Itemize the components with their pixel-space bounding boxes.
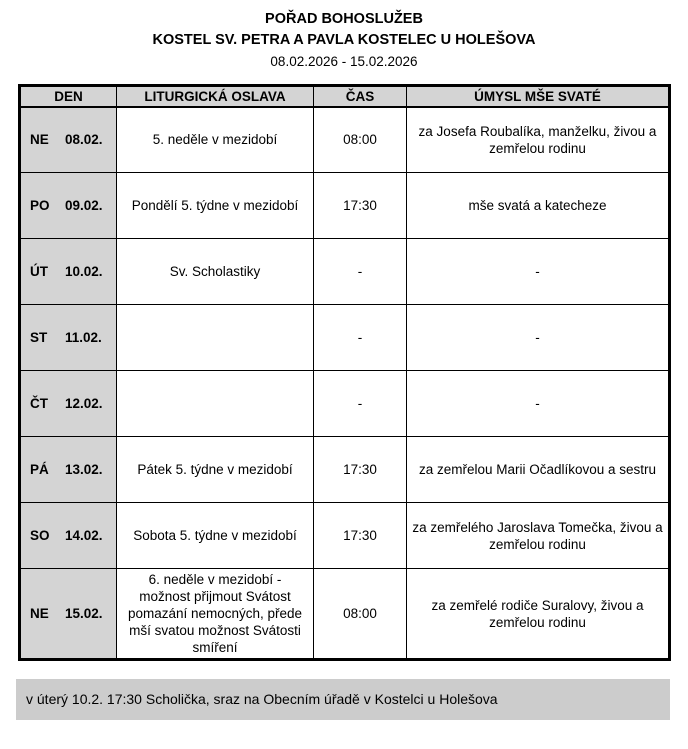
footer-note: v úterý 10.2. 17:30 Scholička, sraz na Obecním úřadě v Kostelci u Holešova [16,679,670,720]
day-date: 15.02. [65,606,103,621]
day-cell [20,371,117,437]
day-cell [20,305,117,371]
intention-cell: - [407,239,670,305]
table-row [20,107,670,173]
day-abbr: ST [30,330,48,345]
celebration-cell: Sobota 5. týdne v mezidobí [117,503,314,569]
day-abbr: ÚT [30,264,48,279]
column-header-time: ČAS [314,86,407,107]
intention-cell: za zemřelé rodiče Suralovy, živou a zemřelou rodinu [407,569,670,660]
time-cell: - [314,239,407,305]
table-row [20,239,670,305]
day-cell [20,239,117,305]
day-cell [20,569,117,660]
intention-cell: za zemřelého Jaroslava Tomečka, živou a zemřelou rodinu [407,503,670,569]
day-abbr: ČT [30,396,48,411]
celebration-cell: 5. neděle v mezidobí [117,107,314,173]
day-abbr: PÁ [30,462,49,477]
table-row [20,371,670,437]
day-abbr: NE [30,132,49,148]
table-row [20,503,670,569]
day-abbr: NE [30,606,49,621]
time-cell: - [314,371,407,437]
celebration-cell: Sv. Scholastiky [117,239,314,305]
intention-cell: za Josefa Roubalíka, manželku, živou a zemřelou rodinu [407,107,670,173]
table-header-row [20,86,670,107]
time-cell: 17:30 [314,173,407,239]
celebration-cell [117,305,314,371]
day-cell [20,107,117,173]
column-header-day: DEN [20,86,117,107]
day-date: 08.02. [65,132,103,148]
table-row [20,305,670,371]
table-row [20,569,670,660]
time-cell: 08:00 [314,569,407,660]
intention-cell: - [407,305,670,371]
day-date: 10.02. [65,264,103,279]
intention-cell: mše svatá a katecheze [407,173,670,239]
service-schedule-table [18,84,671,661]
time-cell: 17:30 [314,503,407,569]
table-row [20,437,670,503]
time-cell: 17:30 [314,437,407,503]
day-date: 14.02. [65,528,103,543]
intention-cell: za zemřelou Marii Očadlíkovou a sestru [407,437,670,503]
celebration-cell: Pondělí 5. týdne v mezidobí [117,173,314,239]
day-date: 12.02. [65,396,103,411]
celebration-cell: 6. neděle v mezidobí - možnost přijmout Svátost pomazání nemocných, přede mší svatou možnost Svátosti smíření [117,569,314,660]
page-subtitle: KOSTEL SV. PETRA A PAVLA KOSTELEC U HOLEŠOVA [152,32,536,48]
day-date: 09.02. [65,198,103,213]
celebration-cell [117,371,314,437]
day-abbr: PO [30,198,50,213]
day-date: 13.02. [65,462,103,477]
column-header-intention: ÚMYSL MŠE SVATÉ [407,86,670,107]
time-cell: 08:00 [314,107,407,173]
day-cell [20,503,117,569]
column-header-celebration: LITURGICKÁ OSLAVA [117,86,314,107]
celebration-cell: Pátek 5. týdne v mezidobí [117,437,314,503]
day-date: 11.02. [65,330,102,345]
intention-cell: - [407,371,670,437]
day-cell [20,437,117,503]
schedule-body [20,107,670,660]
time-cell: - [314,305,407,371]
page-title: POŘAD BOHOSLUŽEB [265,11,423,27]
day-cell [20,173,117,239]
date-range: 08.02.2026 - 15.02.2026 [270,54,418,69]
day-abbr: SO [30,528,50,543]
document-header [0,0,688,72]
table-row [20,173,670,239]
